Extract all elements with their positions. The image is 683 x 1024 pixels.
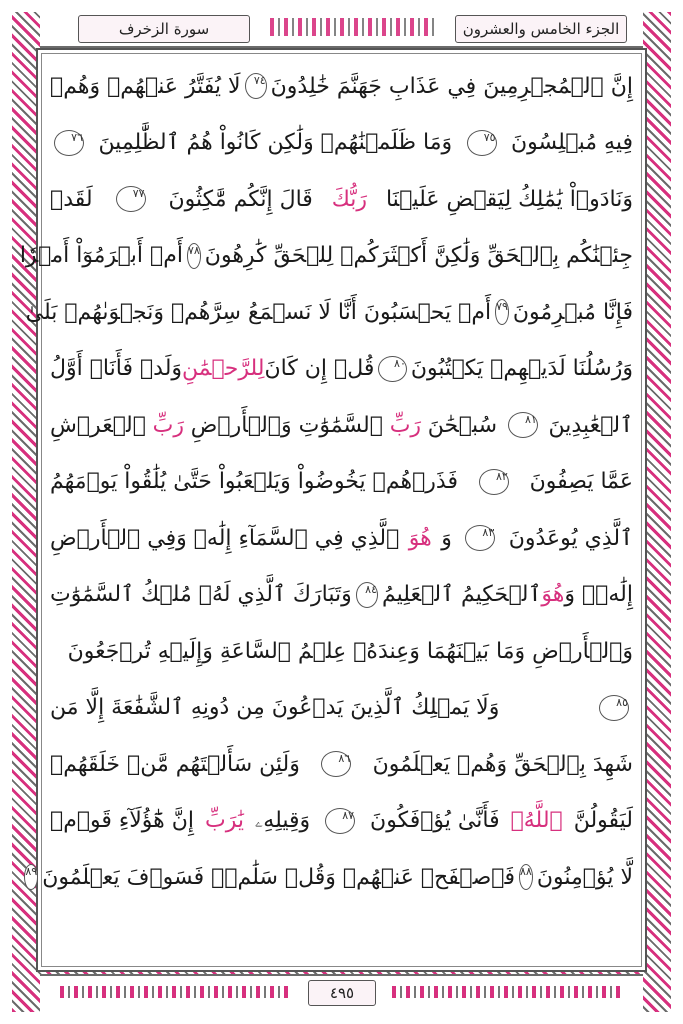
verse-text: ٱلۡعَٰبِدِينَ [548, 412, 633, 438]
verse-text: إِلَٰهٞۚ وَ [564, 582, 633, 608]
highlighted-word: رَبِّ [152, 412, 185, 438]
ayah-number-marker: ٧٧ [116, 186, 146, 212]
verse-text: وَمَا ظَلَمۡنَٰهُمۡ وَلَٰكِن كَانُواْ هُمُ ٱلظَّٰلِمِينَ [98, 130, 453, 156]
ayah-number-marker: ٧٤ [245, 73, 267, 99]
verse-text: وَتَبَارَكَ ٱلَّذِي لَهُۥ مُلۡكُ ٱلسَّمَٰوَٰتِ [50, 582, 352, 608]
text-line [25, 849, 633, 906]
verse-text: فَأَنَّىٰ يُؤۡفَكُونَ [370, 808, 500, 834]
verse-text: لَا يُفَتَّرُ عَنۡهُمۡ وَهُمۡ [50, 73, 241, 99]
highlighted-word: رَبِّ [389, 412, 422, 438]
text-line [50, 510, 633, 567]
verse-text: فَإِنَّا مُبۡرِمُونَ [512, 299, 633, 325]
text-line [50, 115, 633, 172]
highlighted-word: لِلرَّحۡمَٰنِ [182, 356, 265, 382]
quran-text [19, 58, 633, 962]
footer-ornament-left [60, 986, 290, 998]
verse-text: وَٱلۡأَرۡضِ وَمَا بَيۡنَهُمَا وَعِندَهُۥ عِلۡمُ ٱلسَّاعَةِ وَإِلَيۡهِ تُرۡجَعُونَ [67, 638, 633, 664]
ayah-number-marker: ٨١ [508, 412, 538, 438]
ayah-number-marker: ٨٩ [24, 864, 38, 890]
verse-text: وَلَا يَمۡلِكُ ٱلَّذِينَ يَدۡعُونَ مِن دُونِهِ ٱلشَّفَٰعَةَ إِلَّا مَن [50, 695, 500, 721]
ayah-number-marker: ٨٧ [325, 808, 355, 834]
text-line [50, 397, 633, 454]
text-line [50, 680, 633, 737]
ayah-number-marker: ٨٦ [321, 751, 351, 777]
ayah-number-marker: ٧٦ [54, 130, 84, 156]
surah-name: سورة الزخرف [78, 15, 250, 43]
verse-text: لَيَقُولُنَّ [573, 808, 633, 834]
footer-ornament-right [392, 986, 622, 998]
verse-text: جِئۡنَٰكُم بِٱلۡحَقِّ وَلَٰكِنَّ أَكۡثَرَكُمۡ لِلۡحَقِّ كَٰرِهُونَ [204, 243, 633, 269]
verse-text: شَهِدَ بِٱلۡحَقِّ وَهُمۡ يَعۡلَمُونَ [372, 751, 633, 777]
text-line [25, 284, 633, 341]
ayah-number-marker: ٨٥ [599, 695, 629, 721]
verse-text: إِنَّ ٱلۡمُجۡرِمِينَ فِي عَذَابِ جَهَنَّمَ خَٰلِدُونَ [270, 73, 633, 99]
text-line [50, 736, 633, 793]
verse-text: لَّا يُؤۡمِنُونَ [536, 864, 633, 890]
highlighted-word: هُوَ [541, 582, 565, 608]
verse-text: أَمۡ يَحۡسَبُونَ أَنَّا لَا نَسۡمَعُ سِرَّهُمۡ وَنَجۡوَىٰهُمۚ بَلَىٰ [25, 299, 492, 325]
ayah-number-marker: ٧٥ [467, 130, 497, 156]
verse-text: وَلَدٞ فَأَنَا۠ أَوَّلُ [50, 356, 183, 382]
highlighted-word: رَبُّكَ [331, 186, 368, 212]
highlighted-word: هُوَ [408, 525, 432, 551]
text-line [19, 228, 633, 285]
page-number: ٤٩٥ [308, 980, 376, 1006]
ayah-number-marker: ٨٠ [378, 356, 406, 382]
highlighted-word: ٱللَّهُۖ [510, 808, 563, 834]
verse-text: وَ [441, 525, 452, 551]
juz-name: الجزء الخامس والعشرون [455, 15, 627, 43]
text-line [50, 58, 633, 115]
verse-text: أَمۡ أَبۡرَمُوٓاْ أَمۡرٗا [19, 243, 183, 269]
verse-text: ٱلسَّمَٰوَٰتِ وَٱلۡأَرۡضِ [190, 412, 383, 438]
highlighted-word: يَٰرَبِّ [204, 808, 244, 834]
text-line [50, 567, 633, 624]
verse-text: سُبۡحَٰنَ [427, 412, 498, 438]
verse-text: فَذَرۡهُمۡ يَخُوضُواْ وَيَلۡعَبُواْ حَتَّىٰ يُلَٰقُواْ يَوۡمَهُمُ [50, 469, 458, 495]
verse-text: عَمَّا يَصِفُونَ [529, 469, 633, 495]
verse-text: قَالَ إِنَّكُم مَّٰكِثُونَ [168, 186, 313, 212]
verse-text: قُلۡ إِن كَانَ [264, 356, 375, 382]
verse-text: ٱلَّذِي فِي ٱلسَّمَآءِ إِلَٰهٞ وَفِي ٱلۡأَرۡضِ [50, 525, 400, 551]
header-ornament [270, 18, 435, 36]
verse-text: وَرُسُلُنَا لَدَيۡهِمۡ يَكۡتُبُونَ [410, 356, 633, 382]
ayah-number-marker: ٧٩ [495, 299, 509, 325]
ayah-number-marker: ٨٤ [356, 582, 378, 608]
verse-text: ٱلۡحَكِيمُ ٱلۡعَلِيمُ [381, 582, 542, 608]
text-line [50, 793, 633, 850]
ayah-number-marker: ٨٣ [465, 525, 495, 551]
verse-text: وَنَادَوۡاْ يَٰمَٰلِكُ لِيَقۡضِ عَلَيۡنَا [385, 186, 633, 212]
verse-text: ٱلۡعَرۡشِ [50, 412, 146, 438]
verse-text: فَٱصۡفَحۡ عَنۡهُمۡ وَقُلۡ سَلَٰمٞۚ فَسَوۡفَ يَعۡلَمُونَ [42, 864, 515, 890]
ayah-number-marker: ٨٨ [519, 864, 533, 890]
ayah-number-marker: ٧٨ [187, 243, 201, 269]
verse-text: فِيهِ مُبۡلِسُونَ [511, 130, 633, 156]
verse-text: ٱلَّذِي يُوعَدُونَ [508, 525, 633, 551]
text-line [50, 623, 633, 680]
verse-text: لَقَدۡ [50, 186, 93, 212]
verse-text: إِنَّ هَٰٓؤُلَآءِ قَوۡمٞ [50, 808, 195, 834]
verse-text: وَلَئِن سَأَلۡتَهُم مَّنۡ خَلَقَهُمۡ [50, 751, 300, 777]
text-line [50, 171, 633, 228]
text-line [50, 454, 633, 511]
verse-text: وَقِيلِهِۦ [254, 808, 311, 834]
ayah-number-marker: ٨٢ [479, 469, 509, 495]
text-line [50, 341, 633, 398]
